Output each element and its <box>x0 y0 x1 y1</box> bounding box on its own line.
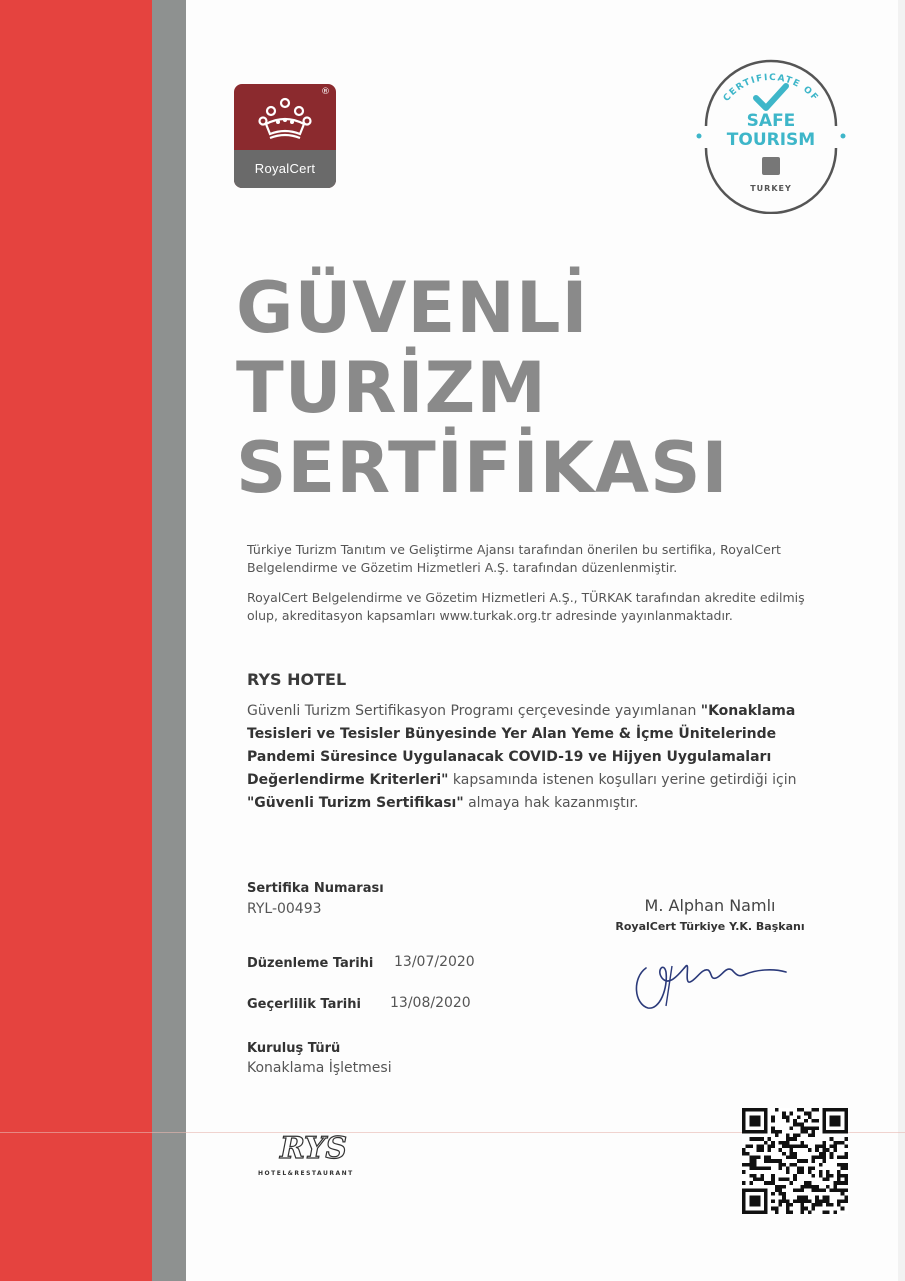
page-edge <box>898 0 905 1281</box>
intro-paragraph-1: Türkiye Turizm Tanıtım ve Geliştirme Ajansı tarafından önerilen bu sertifika, RoyalCert Belgelendirme ve Gözetim Hizmetleri A.Ş. tarafından düzenlenmiştir. <box>247 542 781 575</box>
badge-bottom-text: TURKEY <box>750 184 792 193</box>
title-line-2: TURİZM <box>236 347 547 429</box>
badge-safe: SAFE <box>746 111 796 131</box>
intro-paragraph-2: RoyalCert Belgelendirme ve Gözetim Hizmetleri A.Ş., TÜRKAK tarafından akredite edilmiş olup, akreditasyon kapsamları www.turkak.org.tr adresinde yayınlanmaktadır. <box>247 590 805 623</box>
mini-royalcert-icon <box>762 157 780 175</box>
safe-tourism-badge <box>692 56 850 214</box>
body-mid: kapsamında istenen koşulları yerine getirdiği için <box>448 772 797 788</box>
check-icon <box>756 86 786 108</box>
certificate-title <box>236 268 836 508</box>
signer-title: RoyalCert Türkiye Y.K. Başkanı <box>615 920 805 933</box>
royalcert-wordmark: RoyalCert <box>234 150 336 188</box>
valid-date-label: Geçerlilik Tarihi <box>247 997 361 1012</box>
issue-date-label: Düzenleme Tarihi <box>247 956 374 971</box>
crown-icon <box>258 94 312 144</box>
body-cert-name: "Güvenli Turizm Sertifikası" <box>247 795 464 811</box>
issue-date-value: 13/07/2020 <box>394 954 475 970</box>
rys-logo-text: RYS <box>280 1131 348 1166</box>
badge-tourism: TOURISM <box>726 130 816 150</box>
certificate-body <box>247 700 807 815</box>
signature-image <box>626 948 796 1018</box>
rys-logo-subtitle: HOTEL&RESTAURANT <box>258 1170 354 1177</box>
cert-number-label: Sertifika Numarası <box>247 881 384 896</box>
qr-code <box>742 1108 848 1214</box>
body-post: almaya hak kazanmıştır. <box>463 795 639 811</box>
grey-side-band <box>152 0 186 1281</box>
registered-mark: ® <box>321 87 330 97</box>
signer-name: M. Alphan Namlı <box>644 896 776 915</box>
red-side-band <box>0 0 152 1281</box>
entity-type-value: Konaklama İşletmesi <box>247 1060 392 1076</box>
title-line-3: SERTİFİKASI <box>236 427 729 509</box>
body-criteria: "Konaklama Tesisleri ve Tesisler Bünyesinde Yer Alan Yeme & İçme Ünitelerinde Pandemi Süresince Uygulanacak COVID-19 ve Hijyen Uygulamaları Değerlendirme Kriterleri" <box>247 703 796 788</box>
title-line-1: GÜVENLİ <box>236 267 589 349</box>
body-pre: Güvenli Turizm Sertifikasyon Programı çerçevesinde yayımlanan <box>247 703 701 719</box>
royalcert-logo <box>234 84 336 188</box>
entity-type-label: Kuruluş Türü <box>247 1041 341 1056</box>
rys-hotel-logo <box>258 1122 348 1170</box>
valid-date-value: 13/08/2020 <box>390 995 471 1011</box>
badge-top-arc: CERTIFICATE OF <box>721 72 821 104</box>
cert-number-value: RYL-00493 <box>247 901 322 917</box>
holder-name: RYS HOTEL <box>247 670 347 689</box>
badge-main-text <box>692 112 850 150</box>
